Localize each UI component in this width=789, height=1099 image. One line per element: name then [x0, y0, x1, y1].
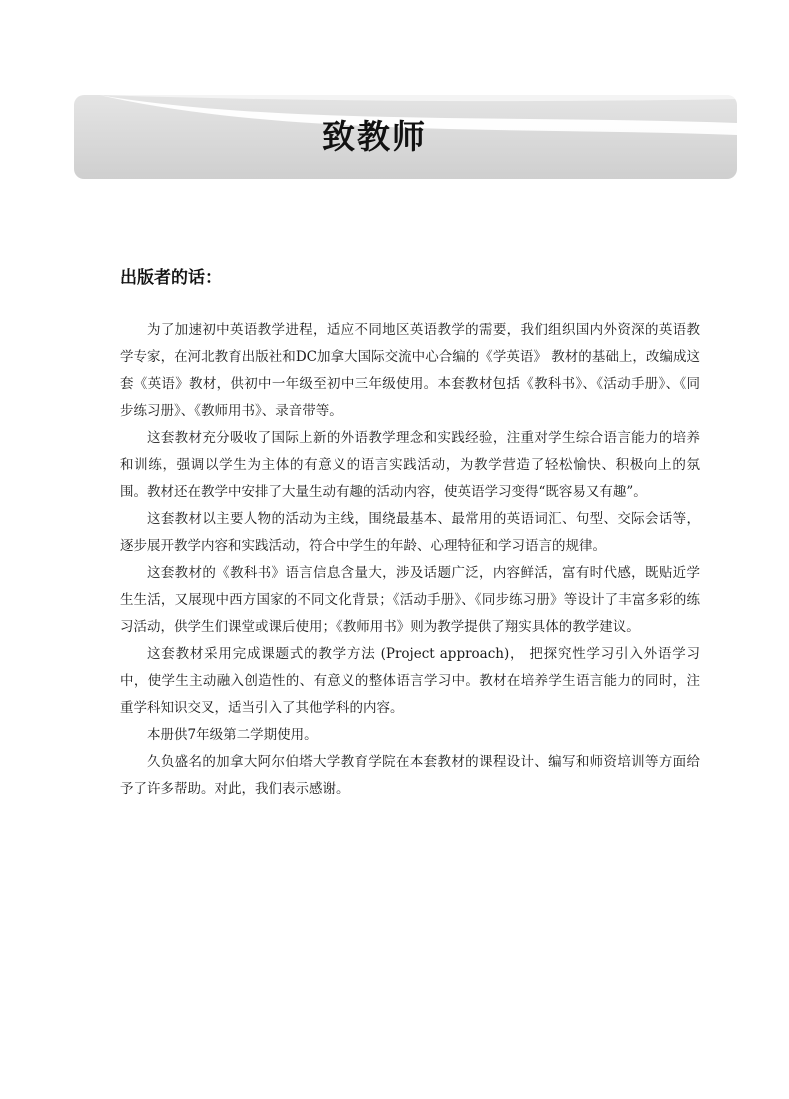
paragraph: 这套教材充分吸收了国际上新的外语教学理念和实践经验，注重对学生综合语言能力的培养和训练，强调以学生为主体的有意义的语言实践活动，为教学营造了轻松愉快、积极向上的氛围。教材还在教学中安排了大量生动有趣的活动内容，使英语学习变得“既容易又有趣”。 — [120, 430, 700, 500]
paragraph: 久负盛名的加拿大阿尔伯塔大学教育学院在本套教材的课程设计、编写和师资培训等方面给予了许多帮助。对此，我们表示感谢。 — [120, 754, 700, 797]
paragraph: 这套教材的《教科书》语言信息含量大，涉及话题广泛，内容鲜活，富有时代感，既贴近学生生活，又展现中西方国家的不同文化背景；《活动手册》、《同步练习册》等设计了丰富多彩的练习活动，供学生们课堂或课后使用；《教师用书》则为教学提供了翔实具体的教学建议。 — [120, 565, 700, 635]
page-title: 致教师 — [322, 117, 427, 156]
body-text — [120, 317, 700, 803]
title-banner — [74, 95, 737, 179]
paragraph: 这套教材采用完成课题式的教学方法 (Project approach)， 把探究性学习引入外语学习中，使学生主动融入创造性的、有意义的整体语言学习中。教材在培养学生语言能力的同时，注重学科知识交叉，适当引入了其他学科的内容。 — [120, 646, 700, 716]
paragraph: 本册供7年级第二学期使用。 — [147, 727, 318, 743]
paragraph: 这套教材以主要人物的活动为主线，围绕最基本、最常用的英语词汇、句型、交际会话等，逐步展开教学内容和实践活动，符合中学生的年龄、心理特征和学习语言的规律。 — [120, 511, 700, 554]
paragraph: 为了加速初中英语教学进程，适应不同地区英语教学的需要，我们组织国内外资深的英语教学专家，在河北教育出版社和DC加拿大国际交流中心合编的《学英语》 教材的基础上，改编成这套《英语》教材，供初中一年级至初中三年级使用。本套教材包括《教科书》、《活动手册》、《同步练习册》、《教师用书》、录音带等。 — [120, 322, 700, 419]
section-heading: 出版者的话： — [120, 268, 222, 288]
